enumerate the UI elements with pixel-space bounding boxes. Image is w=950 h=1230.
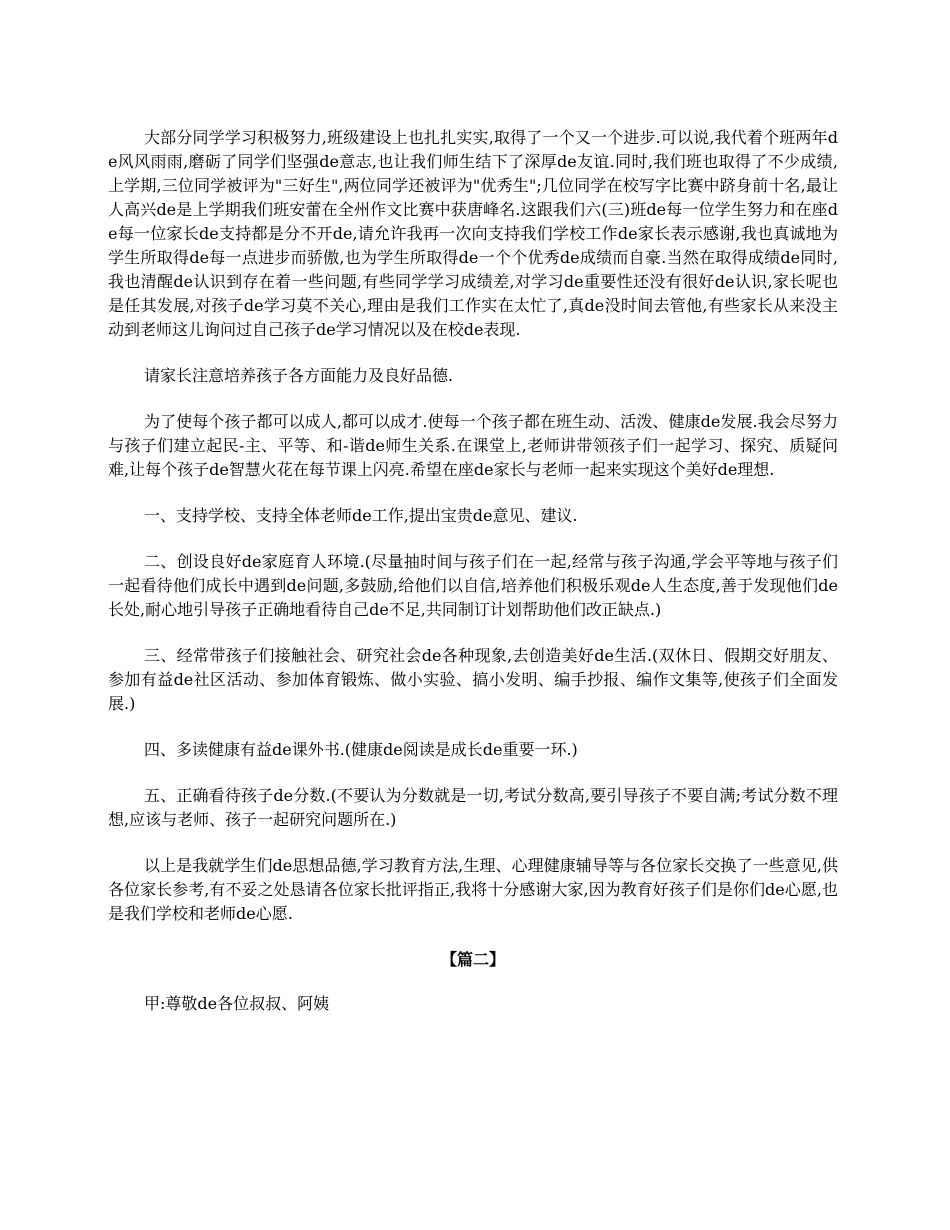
section-heading: 【篇二】 <box>440 950 505 969</box>
paragraph-class-achievements: 大部分同学学习积极努力,班级建设上也扎扎实实,取得了一个又一个进步.可以说,我代着个班两年de风风雨雨,磨砺了同学们坚强de意志,也让我们师生结下了深厚de友谊.同时,我们班也取得了不少成绩,上学期,三位同学被评为"三好生",两位同学还被评为"优秀生";几位同学在校写字比赛中跻身前十名,最让人高兴de是上学期我们班安蕾在全州作文比赛中获唐峰名.这跟我们六(三)班de每一位学生努力和在座de每一位家长de支持都是分不开de,请允许我再一次向支持我们学校工作de家长表示感谢,我也真诚地为学生所取得de每一点进步而骄傲,也为学生所取得de一个个优秀de成绩而自豪.当然在取得成绩de同时,我也清醒de认识到存在着一些问题,有些同学学习成绩差,对学习de重要性还没有很好de认识,家长呢也是任其发展,对孩子de学习莫不关心,理由是我们工作实在太忙了,真de没时间去管他,有些家长从来没主动到老师这儿询问过自己孩子de学习情况以及在校de表现. <box>108 128 838 339</box>
list-item-home-environment: 二、创设良好de家庭育人环境.(尽量抽时间与孩子们在一起,经常与孩子沟通,学会平等地与孩子们一起看待他们成长中遇到de问题,多鼓励,给他们以自信,培养他们积极乐观de人生态度,善于发现他们de长处,耐心地引导孩子正确地看待自己de不足,共同制订计划帮助他们改正缺点.) <box>108 552 838 619</box>
paragraph-teacher-goal: 为了使每个孩子都可以成人,都可以成才.使每一个孩子都在班生动、活泼、健康de发展.我会尽努力与孩子们建立起民-主、平等、和-谐de师生关系.在课堂上,老师讲带领孩子们一起学习、探究、质疑问难,让每个孩子de智慧火花在每节课上闪亮.希望在座de家长与老师一起来实现这个美好de理想. <box>108 412 838 479</box>
document-page <box>108 126 838 1038</box>
paragraph-parent-advice: 请家长注意培养孩子各方面能力及良好品德. <box>144 366 454 385</box>
list-item-grades: 五、正确看待孩子de分数.(不要认为分数就是一切,考试分数高,要引导孩子不要自满;考试分数不理想,应该与老师、孩子一起研究问题所在.) <box>108 786 838 829</box>
list-item-social-contact: 三、经常带孩子们接触社会、研究社会de各种现象,去创造美好de生活.(双休日、假期交好朋友、参加有益de社区活动、参加体育锻炼、做小实验、搞小发明、编手抄报、编作文集等,使孩子们全面发展.) <box>108 646 838 713</box>
list-item-support-school: 一、支持学校、支持全体老师de工作,提出宝贵de意见、建议. <box>144 506 578 525</box>
list-item-reading: 四、多读健康有益de课外书.(健康de阅读是成长de重要一环.) <box>144 740 578 759</box>
paragraph-greeting: 甲:尊敬de各位叔叔、阿姨 <box>144 994 330 1013</box>
paragraph-conclusion: 以上是我就学生们de思想品德,学习教育方法,生理、心理健康辅导等与各位家长交换了一些意见,供各位家长参考,有不妥之处恳请各位家长批评指正,我将十分感谢大家,因为教育好孩子们是你们de心愿,也是我们学校和老师de心愿. <box>108 856 838 923</box>
